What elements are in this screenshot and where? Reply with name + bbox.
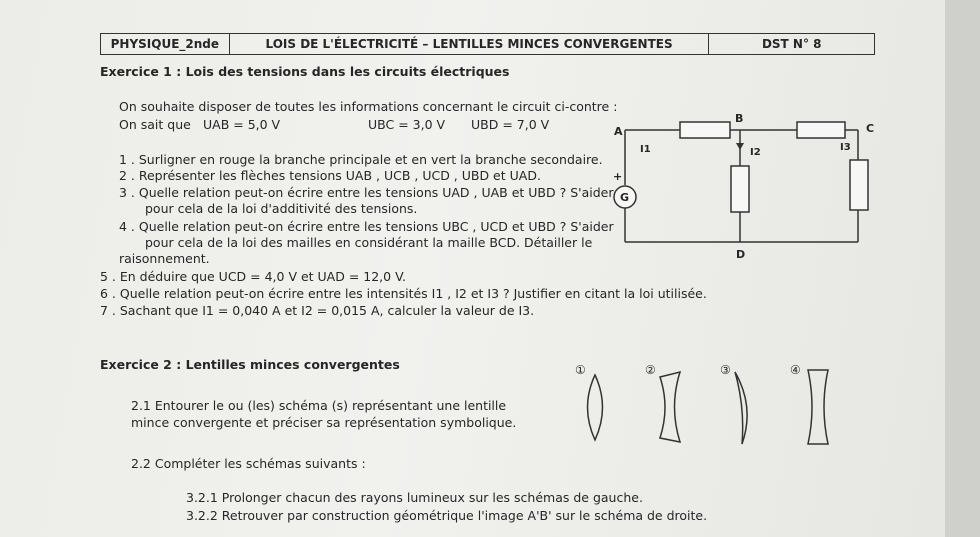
question-4-line2: pour cela de la loi des mailles en considérant la maille BCD. Détailler le: [145, 235, 593, 250]
lens-schematics: [570, 360, 860, 460]
question-3-2-1: 3.2.1 Prolonger chacun des rayons lumineux sur les schémas de gauche.: [186, 490, 643, 505]
i2-arrow: [736, 143, 744, 150]
current-i3: I3: [840, 142, 851, 153]
question-3-line2: pour cela de la loi d'additivité des tensions.: [145, 201, 418, 216]
known-label: On sait que: [119, 117, 191, 132]
current-i2: I2: [750, 147, 761, 158]
exercise-2-title: Exercice 2 : Lentilles minces convergentes: [100, 357, 400, 372]
question-4-line3: raisonnement.: [119, 251, 210, 266]
question-2-2: 2.2 Compléter les schémas suivants :: [131, 456, 366, 471]
question-3-line1: 3 . Quelle relation peut-on écrire entre les tensions UAD , UAB et UBD ? S'aider: [119, 185, 614, 200]
lens-4-concave: [808, 370, 828, 444]
node-a: A: [614, 125, 623, 138]
generator-plus: +: [613, 170, 623, 183]
header-title: LOIS DE L'ÉLECTRICITÉ – LENTILLES MINCES CONVERGENTES: [230, 34, 710, 54]
current-i1: I1: [640, 144, 651, 155]
lens-label-1: ①: [575, 363, 586, 377]
question-5: 5 . En déduire que UCD = 4,0 V et UAD = 12,0 V.: [100, 269, 406, 284]
lens-3-meniscus: [735, 372, 747, 444]
question-2-1-line1: 2.1 Entourer le ou (les) schéma (s) représentant une lentille: [131, 398, 507, 413]
value-ubd: UBD = 7,0 V: [471, 117, 550, 132]
question-3-2-2: 3.2.2 Retrouver par construction géométrique l'image A'B' sur le schéma de droite.: [186, 508, 708, 523]
question-6: 6 . Quelle relation peut-on écrire entre les intensités I1 , I2 et I3 ? Justifier en citant la loi utilisée.: [100, 286, 707, 301]
question-4-line1: 4 . Quelle relation peut-on écrire entre les tensions UBC , UCD et UBD ? S'aider: [119, 219, 614, 234]
node-d: D: [736, 248, 746, 261]
question-7: 7 . Sachant que I1 = 0,040 A et I2 = 0,015 A, calculer la valeur de I3.: [100, 303, 535, 318]
lens-2-biconcave: [660, 372, 680, 442]
node-b: B: [735, 112, 744, 125]
question-2-1-line2: mince convergente et préciser sa représentation symbolique.: [131, 415, 517, 430]
header-subject: PHYSIQUE_2nde: [101, 34, 230, 54]
exercise-1-title: Exercice 1 : Lois des tensions dans les circuits électriques: [100, 64, 510, 79]
question-2: 2 . Représenter les flèches tensions UAB , UCB , UCD , UBD et UAD.: [119, 168, 541, 183]
lens-1-biconvex: [588, 375, 603, 440]
node-c: C: [866, 122, 875, 135]
header-table: [100, 33, 875, 55]
generator-label: G: [620, 191, 630, 204]
value-ubc: UBC = 3,0 V: [368, 117, 446, 132]
exercise-1-intro: On souhaite disposer de toutes les informations concernant le circuit ci-contre :: [119, 99, 618, 114]
header-test-number: DST N° 8: [761, 37, 822, 51]
lens-label-4: ④: [790, 363, 801, 377]
question-1: 1 . Surligner en rouge la branche principale et en vert la branche secondaire.: [119, 152, 603, 167]
lens-label-2: ②: [645, 363, 656, 377]
lens-label-3: ③: [720, 363, 731, 377]
value-uab: UAB = 5,0 V: [203, 117, 281, 132]
circuit-diagram: [600, 110, 900, 270]
